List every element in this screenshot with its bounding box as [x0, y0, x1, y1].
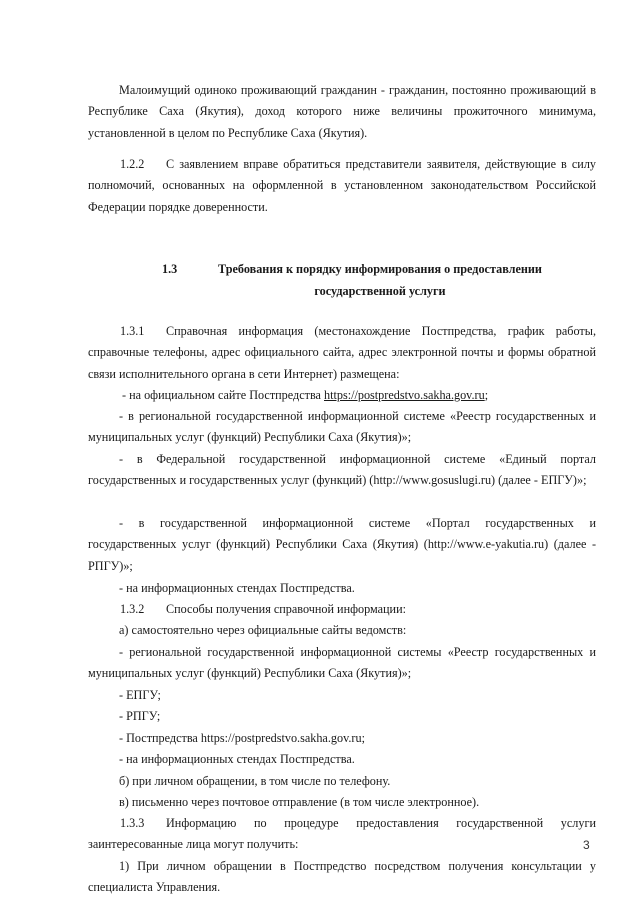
section-title-line-2: государственной услуги: [314, 284, 446, 298]
list-item-1: 1) При личном обращении в Постпредство посредством получения консультации у специалиста Управления.: [88, 859, 596, 895]
list-item-official-site: [88, 385, 596, 406]
clause-text: Способы получения справочной информации:: [166, 602, 406, 616]
clause-number: 1.2.2: [120, 157, 145, 171]
clause-text: Информацию по процедуре предоставления государственной услуги заинтересованные лица могут получить:: [88, 816, 596, 852]
paragraph-1-3-2: [88, 599, 596, 620]
paragraph-1-3-1: [88, 321, 596, 385]
list-item-info-stands: - на информационных стендах Постпредства.: [119, 581, 355, 595]
clause-number: 1.3.1: [120, 324, 145, 338]
list-item-suffix: ;: [484, 388, 489, 402]
section-title-line-1: Требования к порядку информирования о предоставлении: [218, 262, 542, 276]
paragraph-1-3-3: [88, 813, 596, 856]
list-item-epgu: - в Федеральной государственной информационной системе «Единый портал государственных и государственных услуг (функций) (http://www.gosuslugi.ru) (далее - ЕПГУ)»;: [88, 452, 596, 488]
clause-number: 1.3.2: [120, 602, 145, 616]
section-number: 1.3: [162, 262, 178, 276]
list-item-c: в) письменно через почтовое отправление (в том числе электронное).: [119, 795, 480, 809]
list-item-a-postpredstvo: - Постпредства https://postpredstvo.sakha.gov.ru;: [119, 731, 365, 745]
list-item-b: б) при личном обращении, в том числе по телефону.: [119, 774, 391, 788]
clause-text: С заявлением вправе обратиться представители заявителя, действующие в силу полномочий, основанных на оформленной в установленном законодательством Российской Федерации порядке доверенности.: [88, 157, 596, 214]
postpredstvo-link[interactable]: https://postpredstvo.sakha.gov.ru: [324, 388, 485, 402]
list-item-rpgu: - в государственной информационной системе «Портал государственных и государственных услуг (функций) Республики Саха (Якутия) (http://www.e-yakutia.ru) (далее - РПГУ)»;: [88, 516, 596, 573]
list-item-a-rpgu: - РПГУ;: [119, 709, 161, 723]
list-item-a: а) самостоятельно через официальные сайты ведомств:: [119, 623, 407, 637]
paragraph-1-2-2: [88, 154, 596, 218]
clause-text: Справочная информация (местонахождение Постпредства, график работы, справочные телефоны, адрес официального сайта, адрес электронной почты и формы обратной связи исполнительного органа в сети Интернет) размещена:: [88, 324, 596, 381]
clause-number: 1.3.3: [120, 816, 145, 830]
list-item-a-regional: - региональной государственной информационной системы «Реестр государственных и муниципальных услуг (функций) Республики Саха (Якутия)»;: [88, 645, 596, 681]
list-item-regional-registry: - в региональной государственной информационной системе «Реестр государственных и муниципальных услуг (функций) Республики Саха (Якутия)»;: [88, 409, 596, 445]
page-number: 3: [583, 838, 590, 852]
list-item-text: - на официальном сайте Постпредства: [122, 388, 324, 402]
list-item-a-epgu: - ЕПГУ;: [119, 688, 161, 702]
list-item-a-stands: - на информационных стендах Постпредства.: [119, 752, 355, 766]
paragraph-low-income-definition: Малоимущий одиноко проживающий гражданин - гражданин, постоянно проживающий в Республике Саха (Якутия), доход которого ниже величины прожиточного минимума, установленной в целом по Республике Саха (Якутия).: [88, 83, 596, 140]
